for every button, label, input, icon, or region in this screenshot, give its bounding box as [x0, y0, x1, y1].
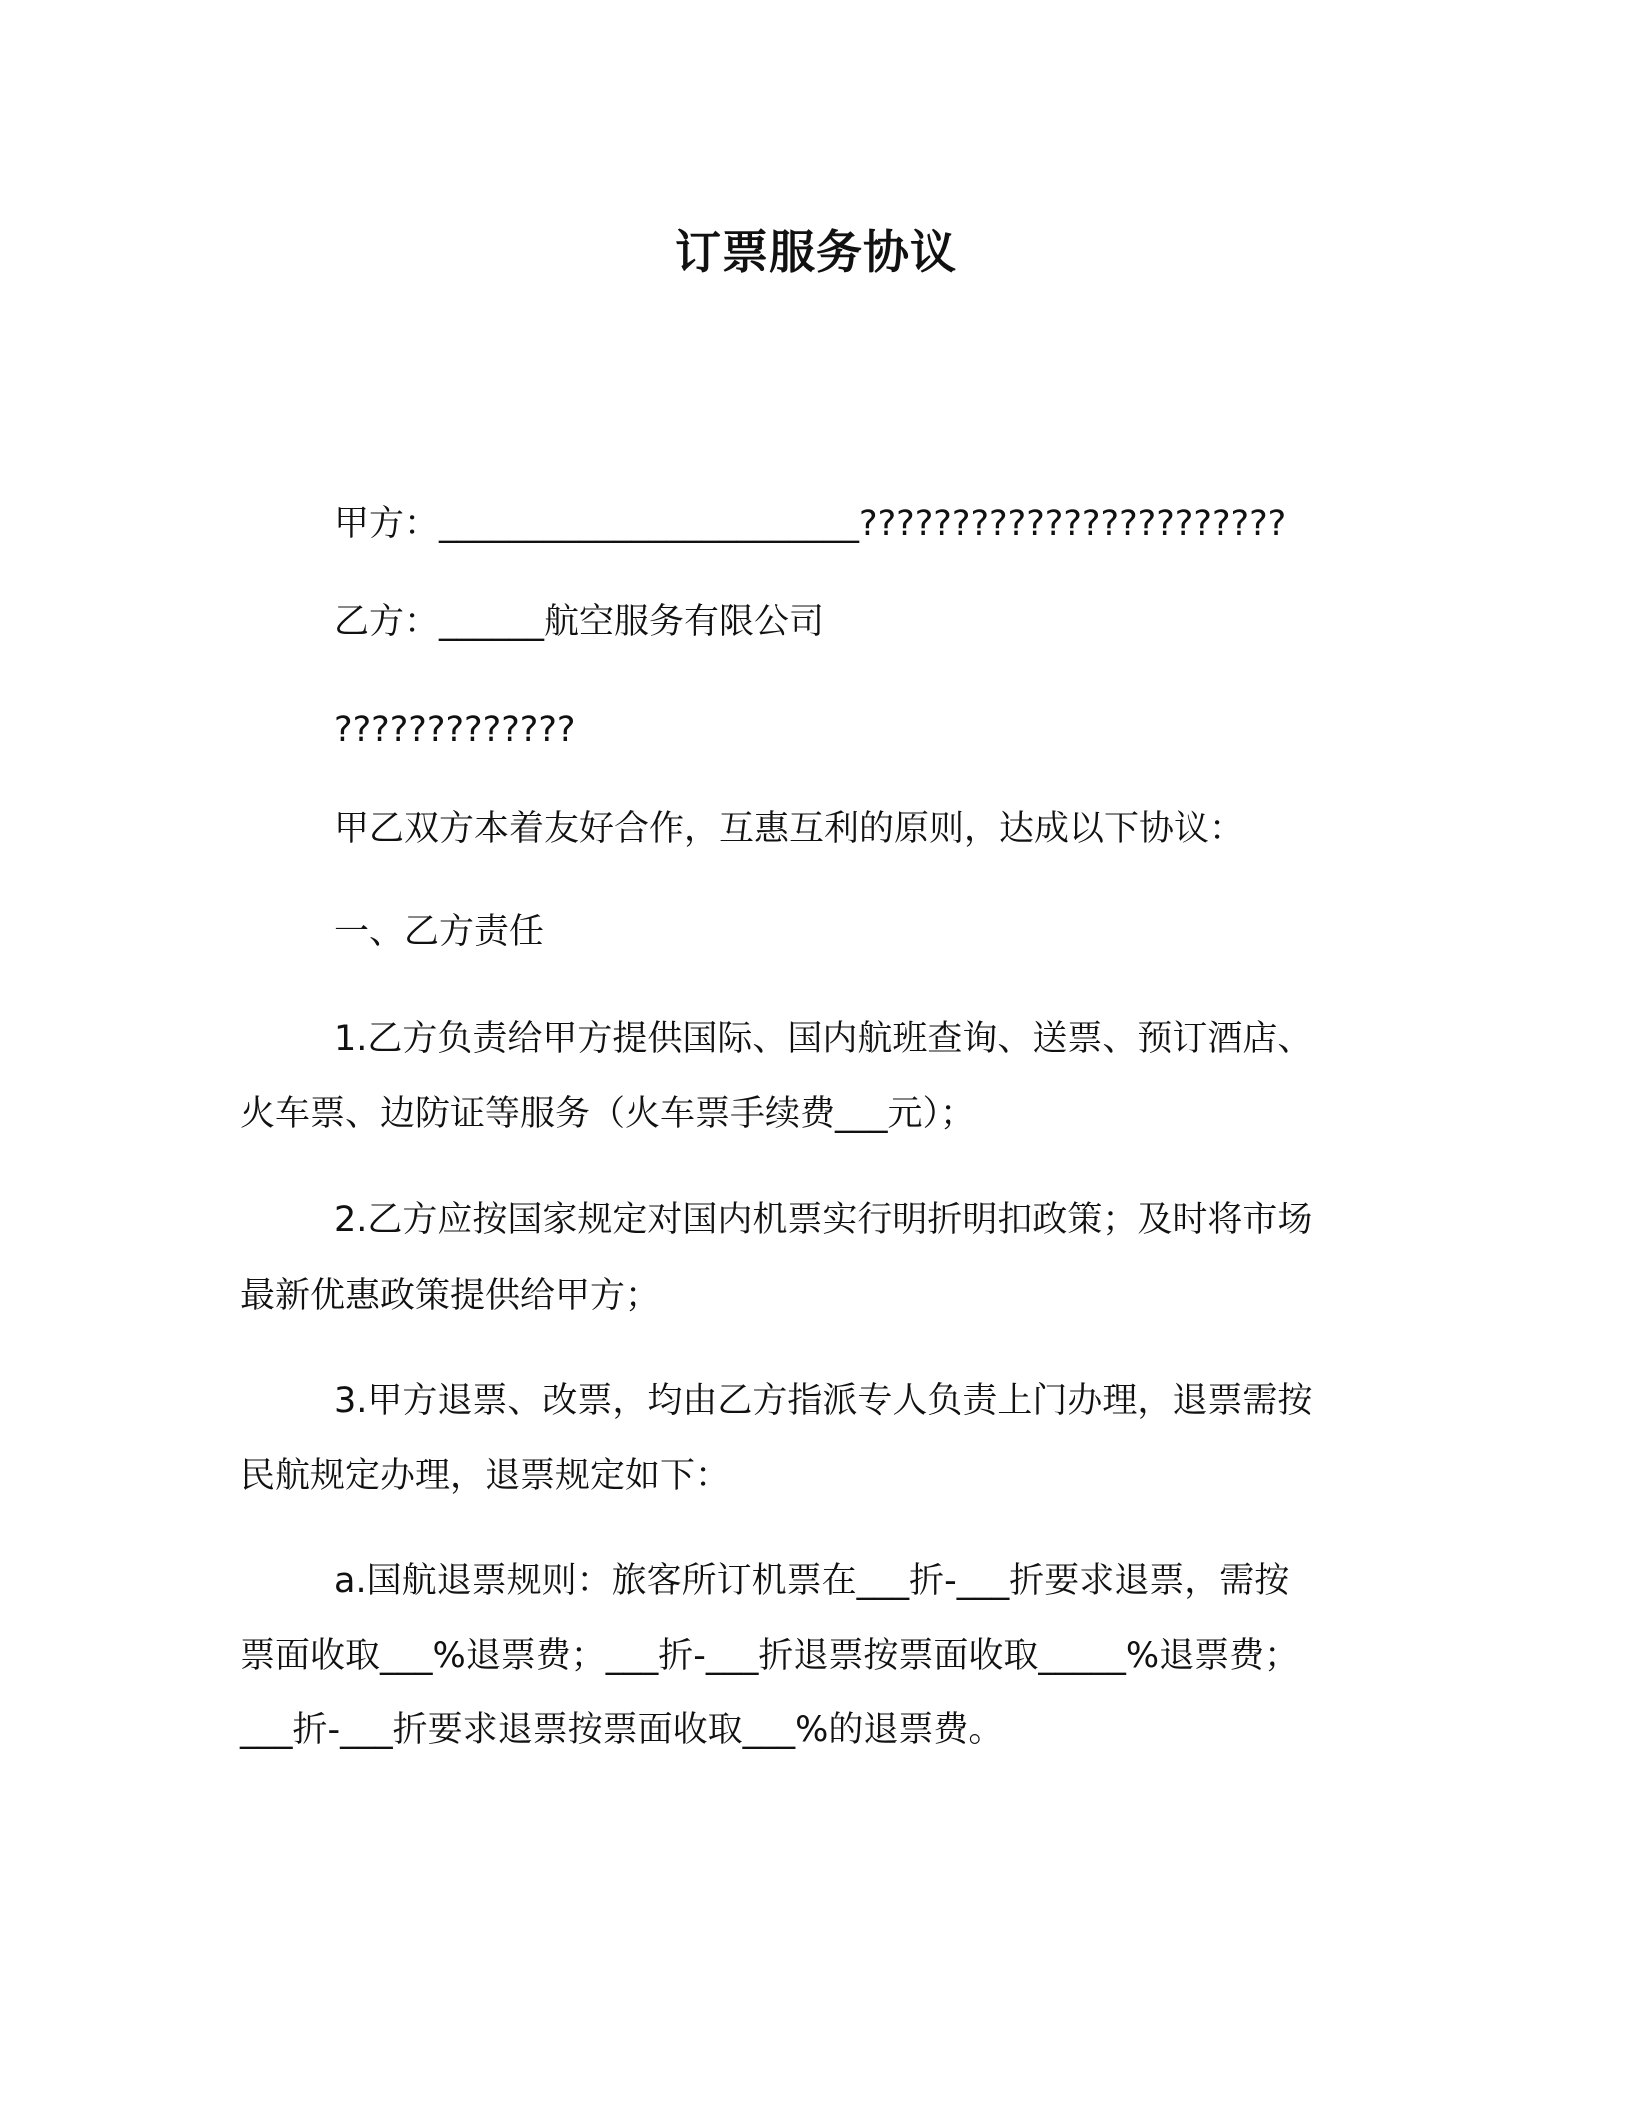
clause-3-line-2: 民航规定办理，退票规定如下： [240, 1456, 731, 1496]
document-title: 订票服务协议 [675, 225, 957, 279]
clause-3-line-1: 3.甲方退票、改票，均由乙方指派专人负责上门办理，退票需按 [334, 1381, 1313, 1421]
clause-3a-line-2: 票面收取___%退票费；___折-___折退票按票面收取_____%退票费； [240, 1636, 1300, 1676]
preamble-paragraph: 甲乙双方本着友好合作，互惠互利的原则，达成以下协议： [334, 809, 1245, 849]
clause-3a-line-3: ___折-___折要求退票按票面收取___%的退票费。 [240, 1710, 1004, 1750]
clause-2-line-1: 2.乙方应按国家规定对国内机票实行明折明扣政策；及时将市场 [334, 1200, 1313, 1240]
party-a-line: 甲方：________________________??????????????????????? [334, 504, 1287, 544]
party-b-line: 乙方：______航空服务有限公司 [334, 602, 825, 642]
clause-2-line-2: 最新优惠政策提供给甲方； [240, 1276, 661, 1316]
clause-1-line-2: 火车票、边防证等服务（火车票手续费___元）； [240, 1094, 976, 1134]
clause-1-line-1: 1.乙方负责给甲方提供国际、国内航班查询、送票、预订酒店、 [334, 1019, 1313, 1059]
placeholder-line: ????????????? [334, 710, 576, 750]
clause-3a-line-1: a.国航退票规则：旅客所订机票在___折-___折要求退票，需按 [334, 1561, 1290, 1601]
section-heading-party-b-duties: 一、乙方责任 [334, 912, 545, 952]
